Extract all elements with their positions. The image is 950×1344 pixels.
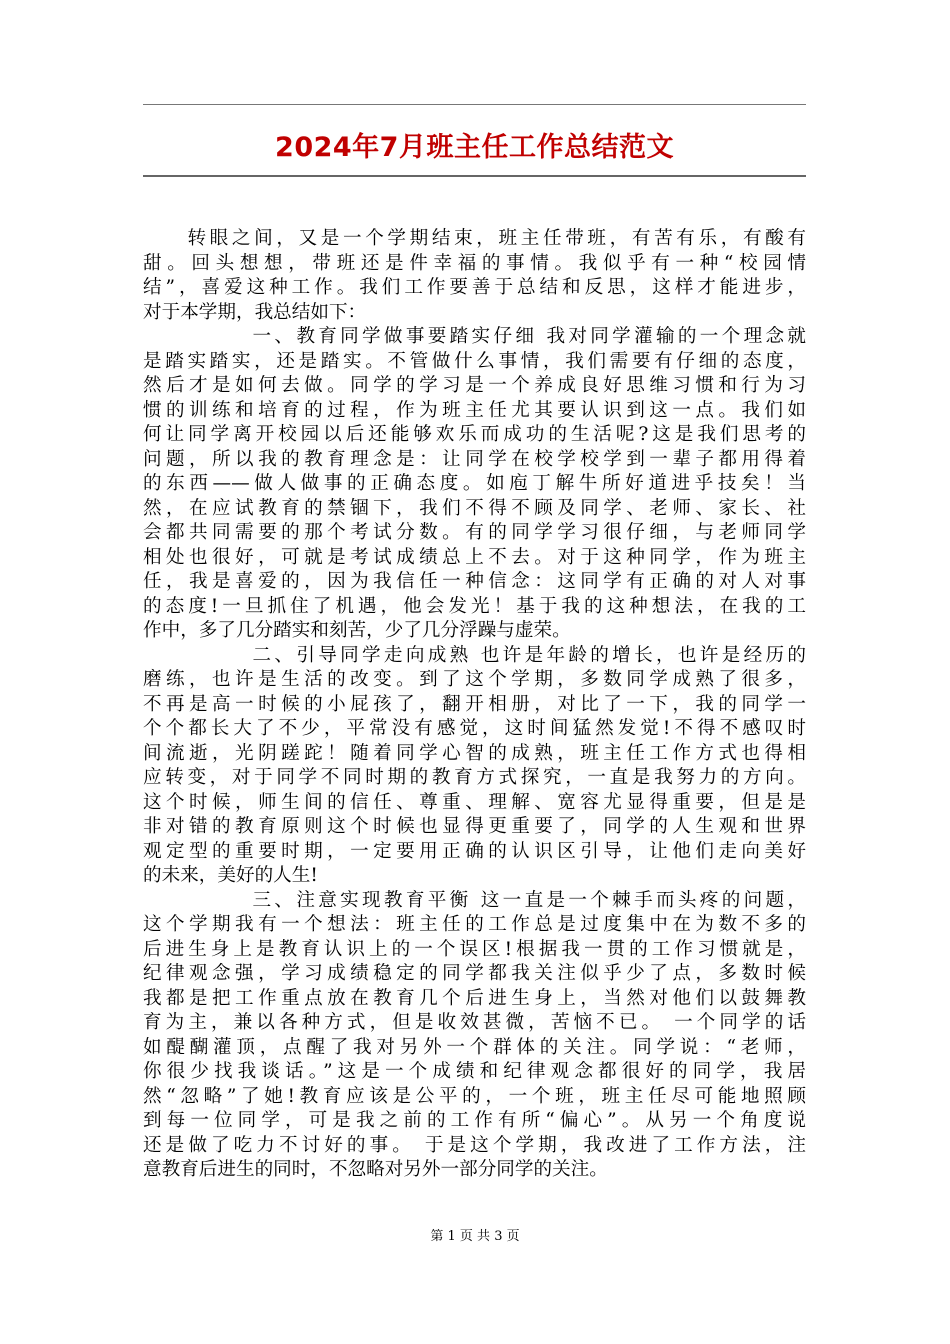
body-text-line: 作中，多了几分踏实和刻苦，少了几分浮躁与虚荣。 xyxy=(143,620,571,641)
body-text-line: 如醍醐灌顶，点醒了我对另外一个群体的关注。同学说：“老师， xyxy=(143,1036,806,1058)
body-text-line: 你很少找我谈话。”这是一个成绩和纪律观念都很好的同学，我居 xyxy=(143,1061,806,1082)
body-text-line: 转眼之间，又是一个学期结束，班主任带班，有苦有乐，有酸有 xyxy=(143,228,806,249)
body-text-line: 纪律观念强，学习成绩稳定的同学都我关注似乎少了点，多数时候 xyxy=(143,963,806,984)
body-text-line: 何让同学离开校园以后还能够欢乐而成功的生活呢?这是我们思考的 xyxy=(143,424,806,445)
body-text-line: 间流逝，光阴蹉跎！随着同学心智的成熟，班主任工作方式也得相 xyxy=(143,742,806,764)
body-text-line: 后进生身上是教育认识上的一个误区!根据我一贯的工作习惯就是， xyxy=(143,938,806,960)
body-text-line: 结”，喜爱这种工作。我们工作要善于总结和反思，这样才能进步， xyxy=(143,277,806,298)
body-text-line: 非对错的教育原则这个时候也显得更重要了，同学的人生观和世界 xyxy=(143,816,806,837)
body-text-line: 相处也很好，可就是考试成绩总上不去。对于这种同学，作为班主 xyxy=(143,546,806,568)
header-rule-top xyxy=(143,104,806,105)
body-text-line: 二、引导同学走向成熟 也许是年龄的增长，也许是经历的 xyxy=(143,644,806,666)
body-text-line: 对于本学期，我总结如下： xyxy=(143,301,367,323)
body-text-line: 我都是把工作重点放在教育几个后进生身上，当然对他们以鼓舞教 xyxy=(143,987,806,1009)
body-text-line: 任，我是喜爱的，因为我信任一种信念：这同学有正确的对人对事 xyxy=(143,571,806,592)
body-text-line: 这个时候，师生间的信任、尊重、理解、宽容尤显得重要，但是是 xyxy=(143,791,806,813)
body-text-line: 三、注意实现教育平衡 这一直是一个棘手而头疼的问题， xyxy=(143,889,806,911)
body-text-line: 到每一位同学，可是我之前的工作有所“偏心”。从另一个角度说 xyxy=(143,1110,806,1131)
body-text-line: 问题，所以我的教育理念是：让同学在校学校学到一辈子都用得着 xyxy=(143,448,806,470)
body-text-line: 然“忽略”了她!教育应该是公平的，一个班，班主任尽可能地照顾 xyxy=(143,1085,806,1107)
body-text-line: 还是做了吃力不讨好的事。 于是这个学期，我改进了工作方法，注 xyxy=(143,1134,806,1156)
body-text-line: 育为主，兼以各种方式，但是收效甚微，苦恼不已。 一个同学的话 xyxy=(143,1012,806,1033)
body-text-line: 的态度!一旦抓住了机遇，他会发光！基于我的这种想法，在我的工 xyxy=(143,595,806,617)
body-text-line: 观定型的重要时期，一定要用正确的认识区引导，让他们走向美好 xyxy=(143,840,806,862)
document-body xyxy=(143,227,806,1183)
body-text-line: 是踏实踏实，还是踏实。不管做什么事情，我们需要有仔细的态度， xyxy=(143,350,806,372)
body-text-line: 一、教育同学做事要踏实仔细 我对同学灌输的一个理念就 xyxy=(143,326,806,347)
body-text-line: 磨练，也许是生活的改变。到了这个学期，多数同学成熟了很多， xyxy=(143,669,806,690)
body-text-line: 然后才是如何去做。同学的学习是一个养成良好思维习惯和行为习 xyxy=(143,375,806,396)
body-text-line: 个个都长大了不少，平常没有感觉，这时间猛然发觉!不得不感叹时 xyxy=(143,718,806,739)
body-text-line: 会都共同需要的那个考试分数。有的同学学习很仔细，与老师同学 xyxy=(143,522,806,543)
body-text-line: 不再是高一时候的小屁孩了，翻开相册，对比了一下，我的同学一 xyxy=(143,693,806,715)
body-text-line: 意教育后进生的同时，不忽略对另外一部分同学的关注。 xyxy=(143,1159,608,1180)
body-text-line: 的未来，美好的人生! xyxy=(143,865,318,886)
body-text-line: 应转变，对于同学不同时期的教育方式探究，一直是我努力的方向。 xyxy=(143,767,806,788)
document-title: 2024年7月班主任工作总结范文 xyxy=(275,132,674,163)
header-rule-bottom xyxy=(143,175,806,177)
body-text-line: 惯的训练和培育的过程，作为班主任尤其要认识到这一点。我们如 xyxy=(143,399,806,421)
page-footer: 第 1 页 共 3 页 xyxy=(430,1229,520,1244)
body-text-line: 然，在应试教育的禁锢下，我们不得不顾及同学、老师、家长、社 xyxy=(143,497,806,519)
body-text-line: 甜。回头想想，带班还是件幸福的事情。我似乎有一种“校园情 xyxy=(143,252,806,274)
body-text-line: 的东西——做人做事的正确态度。如庖丁解牛所好道进乎技矣！当 xyxy=(143,473,806,494)
body-text-line: 这个学期我有一个想法：班主任的工作总是过度集中在为数不多的 xyxy=(143,914,806,935)
